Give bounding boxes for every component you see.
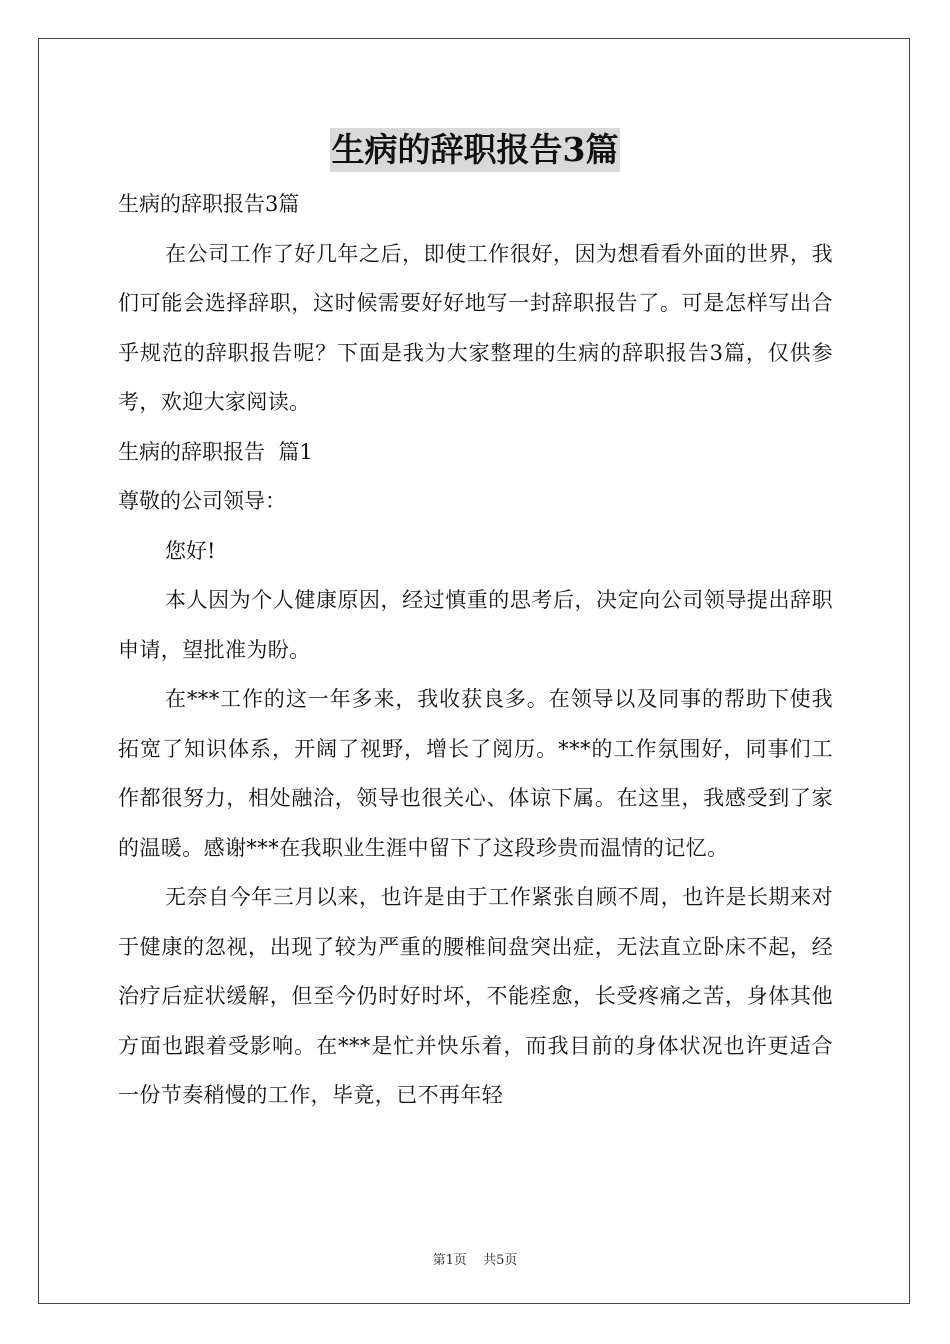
document-subtitle: 生病的辞职报告3篇 (118, 192, 300, 216)
body-paragraph: 无奈自今年三月以来，也许是由于工作紧张自顾不周，也许是长期来对于健康的忽视，出现了较为严重的腰椎间盘突出症，无法直立卧床不起，经治疗后症状缓解，但至今仍时好时坏，不能痊愈，长受疼痛之苦，身体其他方面也跟着受影响。在***是忙并快乐着，而我目前的身体状况也许更适合一份节奏稍慢的工作，毕竟，已不再年轻 (118, 885, 833, 1107)
page-number-total: 共5页 (483, 1253, 518, 1268)
page-number-current: 第1页 (432, 1253, 467, 1268)
greeting: 您好! (165, 538, 216, 563)
section-heading: 生病的辞职报告 篇1 (118, 439, 313, 464)
body-paragraph: 在***工作的这一年多来，我收获良多。在领导以及同事的帮助下使我拓宽了知识体系，开阔了视野，增长了阅历。***的工作氛围好，同事们工作都很努力，相处融洽，领导也很关心、体谅下属。在这里，我感受到了家的温暖。感谢***在我职业生涯中留下了这段珍贵而温情的记忆。 (118, 687, 833, 860)
document-body (118, 180, 833, 1121)
page-footer (0, 1249, 950, 1268)
intro-paragraph: 在公司工作了好几年之后，即使工作很好，因为想看看外面的世界，我们可能会选择辞职，这时候需要好好地写一封辞职报告了。可是怎样写出合乎规范的辞职报告呢？下面是我为大家整理的生病的辞职报告3篇，仅供参考，欢迎大家阅读。 (118, 241, 833, 414)
salutation: 尊敬的公司领导： (118, 489, 286, 513)
title-wrap (0, 128, 950, 172)
body-paragraph: 本人因为个人健康原因，经过慎重的思考后，决定向公司领导提出辞职申请，望批准为盼。 (118, 588, 833, 662)
document-title: 生病的辞职报告3篇 (330, 128, 621, 172)
